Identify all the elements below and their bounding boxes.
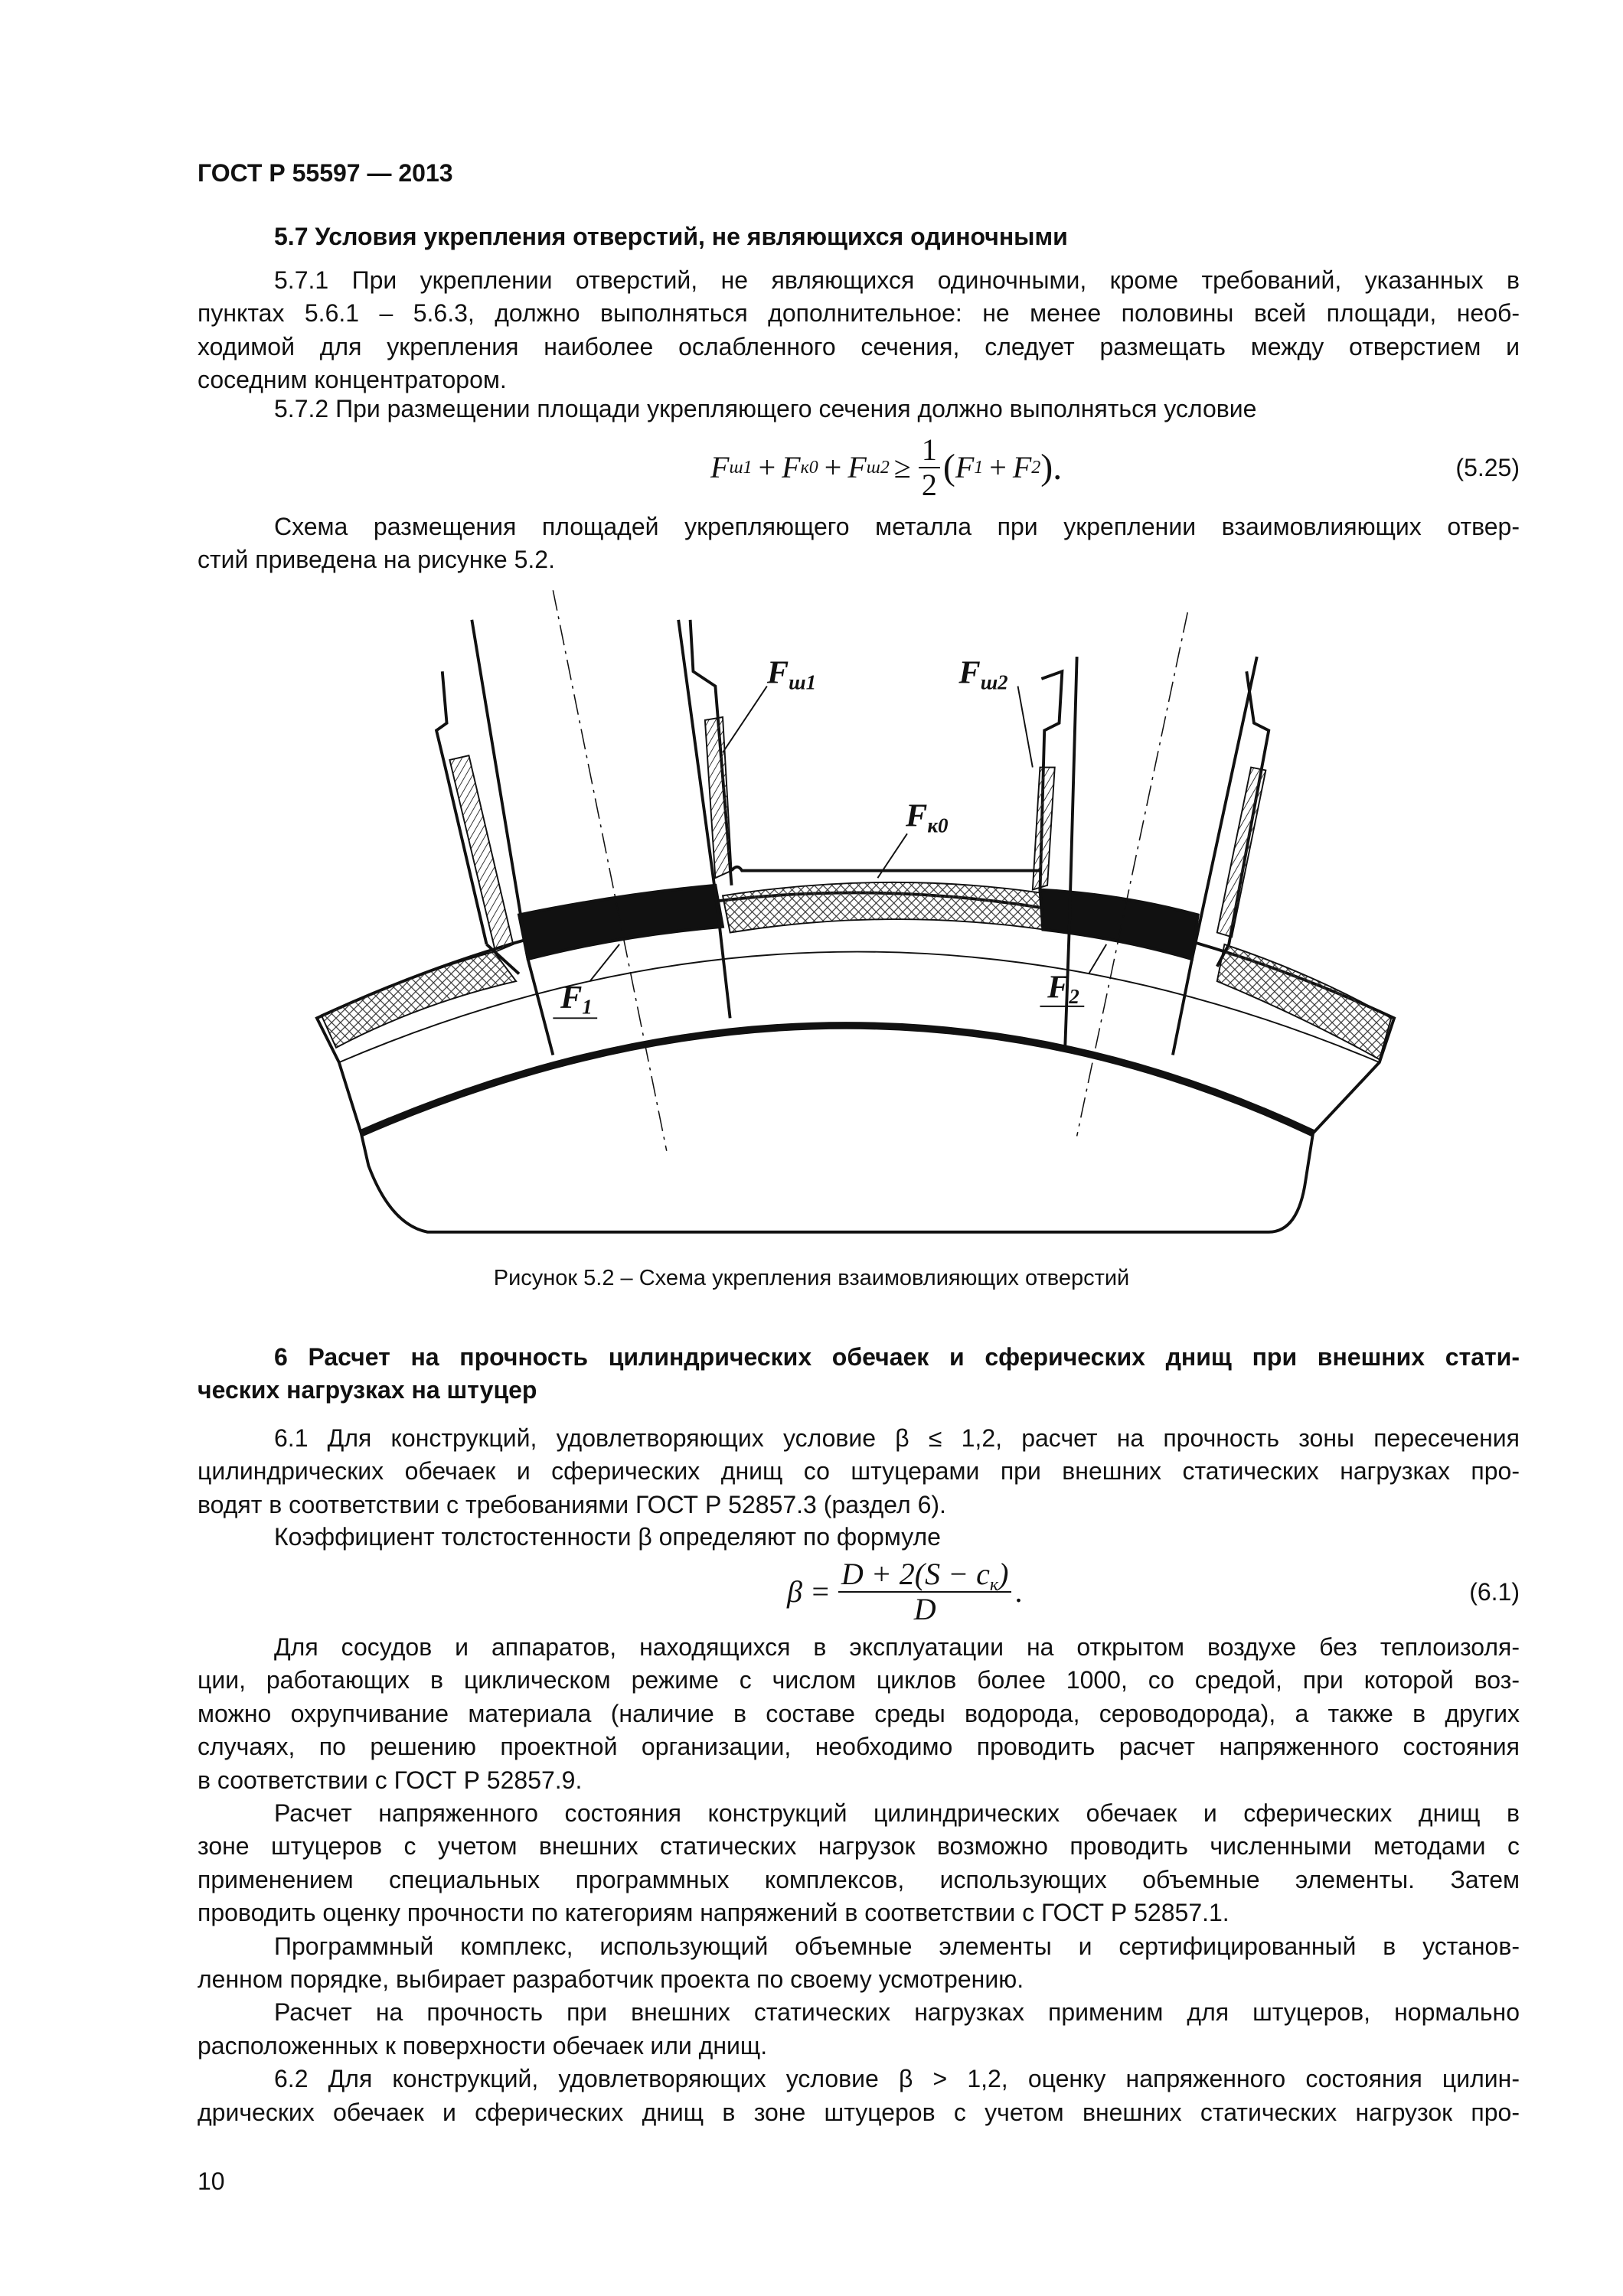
text-line: водят в соответствии с требованиями ГОСТ Р 52857.3 (раздел 6).: [198, 1490, 946, 1518]
section-heading-5-7: 5.7 Условия укрепления отверстий, не являющихся одиночными: [274, 223, 1068, 250]
page-number: 10: [198, 2167, 225, 2195]
text-line: ленном порядке, выбирает разработчик проекта по своему усмотрению.: [198, 1965, 1024, 1994]
text-line: можно охрупчивание материала (наличие в составе среды водорода, сероводорода), а также в других: [198, 1699, 1520, 1727]
section-heading-6: [198, 1341, 1520, 1407]
formula-6-1: β = $\frac{D + 2(S - c_к)}{D}$ . (6.1): [787, 1557, 1520, 1626]
paragraph-scheme-intro: [198, 510, 1520, 577]
label-F-sh1: Fш1: [766, 654, 817, 694]
formula-number: (5.25): [1455, 454, 1520, 481]
figure-caption: Рисунок 5.2 – Схема укрепления взаимовлияющих отверстий: [493, 1266, 1130, 1290]
text-line: Коэффициент толстостенности β определяют по формуле: [274, 1523, 941, 1551]
text-line: 6 Расчет на прочность цилиндрических обечаек и сферических днищ при внешних стати-: [274, 1343, 1520, 1371]
paragraph-5-7-2: [198, 393, 1520, 426]
label-F-k0: Fк0: [906, 797, 949, 837]
shell-outline: [317, 892, 1394, 1231]
paragraph-5-7-1: [198, 264, 1520, 397]
text-line: пунктах 5.6.1 – 5.6.3, должно выполняться дополнительное: не менее половины всей площади, необ-: [198, 299, 1520, 328]
text-line: 5.7.1 При укреплении отверстий, не являющихся одиночными, кроме требований, указанных в: [274, 266, 1520, 294]
text-line: цилиндрических обечаек и сферических днищ со штуцерами при внешних статических нагрузках про-: [198, 1457, 1520, 1486]
text-line: Расчет на прочность при внешних статических нагрузках применим для штуцеров, нормально: [274, 1998, 1520, 2027]
text-line: Программный комплекс, использующий объемные элементы и сертифицированный в установ-: [274, 1932, 1520, 1960]
text-line: 6.2 Для конструкций, удовлетворяющих условие β > 1,2, оценку напряженного состояния цилин-: [274, 2065, 1520, 2093]
text-line: Схема размещения площадей укрепляющего металла при укреплении взаимовлияющих отвер-: [274, 513, 1520, 540]
paragraph-coefficient: [198, 1521, 1520, 1554]
paragraph-numerical-methods: [198, 1797, 1520, 1930]
text-line: ческих нагрузках на штуцер: [198, 1376, 537, 1404]
label-F1: F1: [560, 979, 593, 1019]
paragraph-software: [198, 1930, 1520, 1997]
paragraph-applicability: [198, 1996, 1520, 2063]
paragraph-operation-conditions: [198, 1631, 1520, 1797]
figure-5-2-diagram: [295, 589, 1416, 1255]
text-line: стий приведена на рисунке 5.2.: [198, 546, 555, 574]
paragraph-6-2: [198, 2063, 1520, 2129]
text-line: дрических обечаек и сферических днищ в зоне штуцеров с учетом внешних статических нагрузок про-: [198, 2098, 1520, 2126]
text-line: Для сосудов и аппаратов, находящихся в эксплуатации на открытом воздухе без теплоизоля-: [274, 1633, 1520, 1661]
text-line: расположенных к поверхности обечаек или днищ.: [198, 2031, 768, 2060]
label-F2: F2: [1047, 969, 1079, 1009]
text-line: зоне штуцеров с учетом внешних статических нагрузок возможно проводить численными методами с: [198, 1832, 1520, 1861]
text-line: ходимой для укрепления наиболее ослабленного сечения, следует размещать между отверстием и: [198, 332, 1520, 360]
text-line: применением специальных программных комплексов, использующих объемные элементы. Затем: [198, 1865, 1520, 1893]
paragraph-6-1: [198, 1422, 1520, 1521]
text-line: соседним концентратором.: [198, 366, 507, 394]
text-line: случаях, по решению проектной организации, необходимо проводить расчет напряженного состояния: [198, 1733, 1520, 1761]
text-line: Расчет напряженного состояния конструкций цилиндрических обечаек и сферических днищ в: [274, 1799, 1520, 1828]
formula-5-25: F ш1 + F к0 + F ш2 ≥ $\frac{1}{2}$ ( F 1 + F 2 ). (5.25): [198, 431, 1520, 504]
label-F-sh2: Fш2: [958, 654, 1008, 694]
text-line: ции, работающих в циклическом режиме с числом циклов более 1000, со средой, при которой воз-: [198, 1666, 1520, 1694]
formula-number: (6.1): [1469, 1578, 1520, 1606]
text-line: 6.1 Для конструкций, удовлетворяющих условие β ≤ 1,2, расчет на прочность зоны пересечения: [274, 1424, 1520, 1452]
body-paragraphs: [198, 1631, 1520, 2129]
text-line: проводить оценку прочности по категориям напряжений в соответствии с ГОСТ Р 52857.1.: [198, 1899, 1229, 1927]
text-line: 5.7.2 При размещении площади укрепляющего сечения должно выполняться условие: [274, 395, 1257, 422]
text-line: в соответствии с ГОСТ Р 52857.9.: [198, 1766, 583, 1794]
document-code-header: ГОСТ Р 55597 — 2013: [198, 159, 453, 187]
